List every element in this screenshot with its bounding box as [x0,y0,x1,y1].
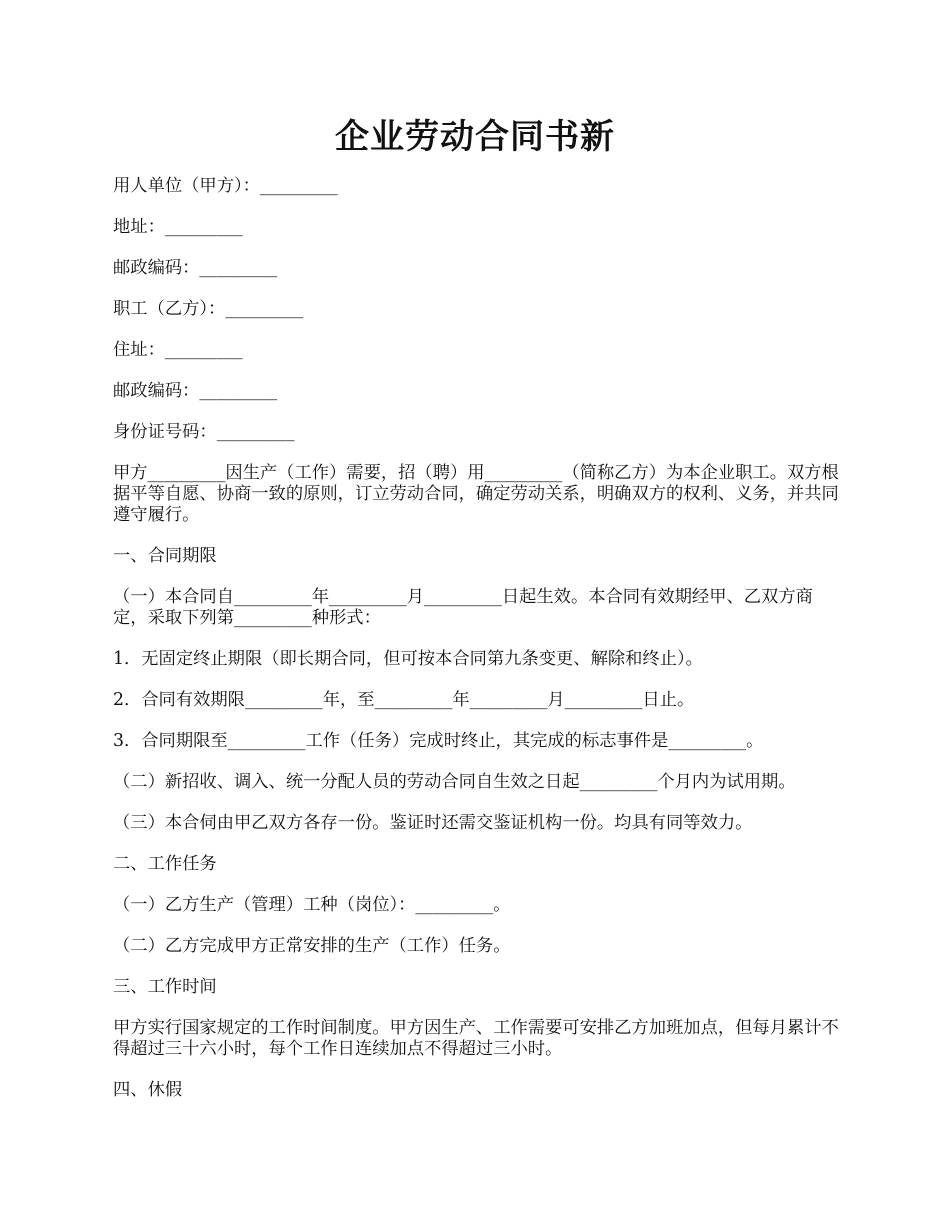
employer-postcode-line: 邮政编码：_________ [113,258,278,278]
work-hours-paragraph: 甲方实行国家规定的工作时间制度。甲方因生产、工作需要可安排乙方加班加点，但每月累计不得超过三十六小时，每个工作日连续加点不得超过三小时。 [113,1018,839,1059]
employee-postcode-line: 邮政编码：_________ [113,381,278,401]
section-heading-leave: 四、休假 [113,1080,183,1100]
work-position-clause: （一）乙方生产（管理）工种（岗位）：_________。 [113,895,511,915]
employer-address-line: 地址：_________ [113,217,243,237]
section-heading-work-hours: 三、工作时间 [113,977,217,997]
section-heading-contract-term: 一、合同期限 [113,546,217,566]
document-body [113,176,843,1121]
employee-address-line: 住址：_________ [113,340,243,360]
term-option-1: 1．无固定终止期限（即长期合同，但可按本合同第九条变更、解除和终止）。 [113,649,703,669]
copies-clause: （三）本合伺由甲乙双方各存一份。鉴证时还需交鉴证机构一份。均具有同等效力。 [113,813,753,833]
probation-clause: （二）新招收、调入、统一分配人员的劳动合同自生效之日起_________个月内为试用期。 [113,772,796,792]
section-heading-work-tasks: 二、工作任务 [113,854,217,874]
term-option-2: 2．合同有效期限_________年，至_________年_________月_________日止。 [113,690,695,710]
id-number-line: 身份证号码：_________ [113,422,295,442]
work-task-clause: （二）乙方完成甲方正常安排的生产（工作）任务。 [113,936,511,956]
term-option-3: 3．合同期限至_________工作（任务）完成时终止，其完成的标志事件是_________。 [113,731,764,751]
contract-term-clause-1: （一）本合同自_________年_________月_________日起生效。本合同有效期经甲、乙双方商定，采取下列第_________种形式： [113,587,813,628]
employer-name-line: 用人单位（甲方）：_________ [113,176,338,196]
employee-name-line: 职工（乙方）：_________ [113,299,304,319]
preamble-paragraph: 甲方_________因生产（工作）需要，招（聘）用_________（简称乙方）为本企业职工。双方根据平等自愿、协商一致的原则，订立劳动合同，确定劳动关系，明确双方的权利、义务，并共同遵守履行。 [113,463,839,525]
document-title: 企业劳动合同书新 [335,117,615,157]
